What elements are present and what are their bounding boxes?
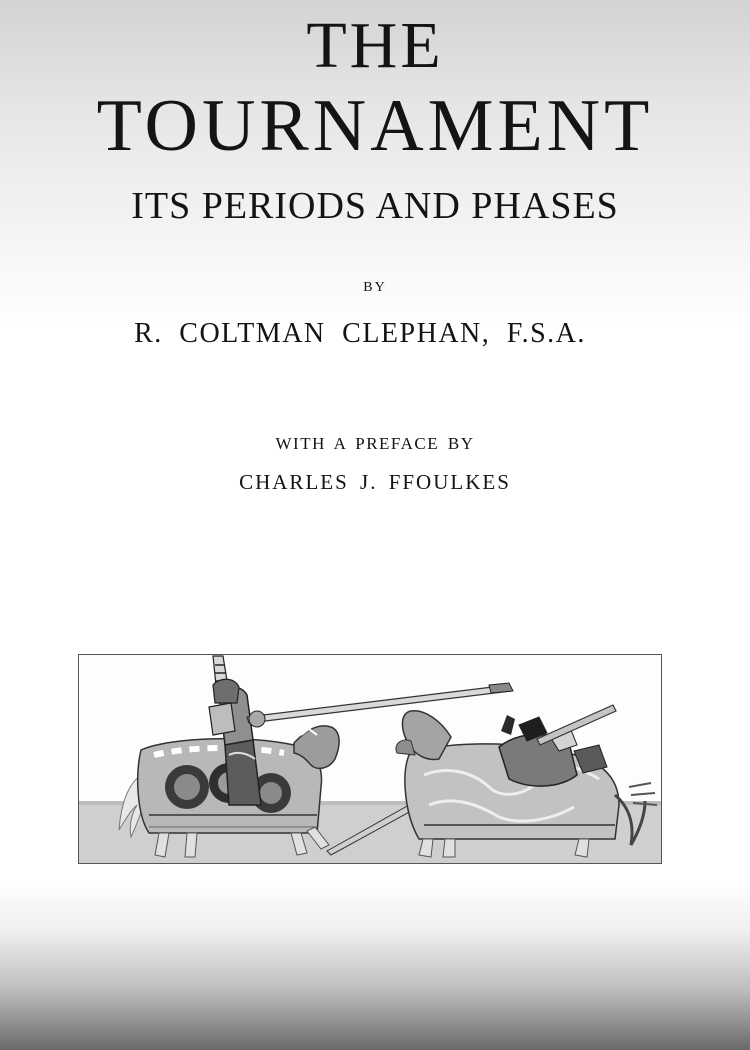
book-title: TOURNAMENT [96,85,654,167]
title-line-the: THE [306,9,444,82]
book-subtitle: ITS PERIODS AND PHASES [131,185,619,227]
jousting-illustration [78,654,662,864]
preface-label: WITH A PREFACE BY [275,434,475,453]
by-label: BY [363,280,387,295]
author-name: R. COLTMAN CLEPHAN, F.S.A. [134,318,586,349]
preface-author: CHARLES J. FFOULKES [239,470,511,494]
